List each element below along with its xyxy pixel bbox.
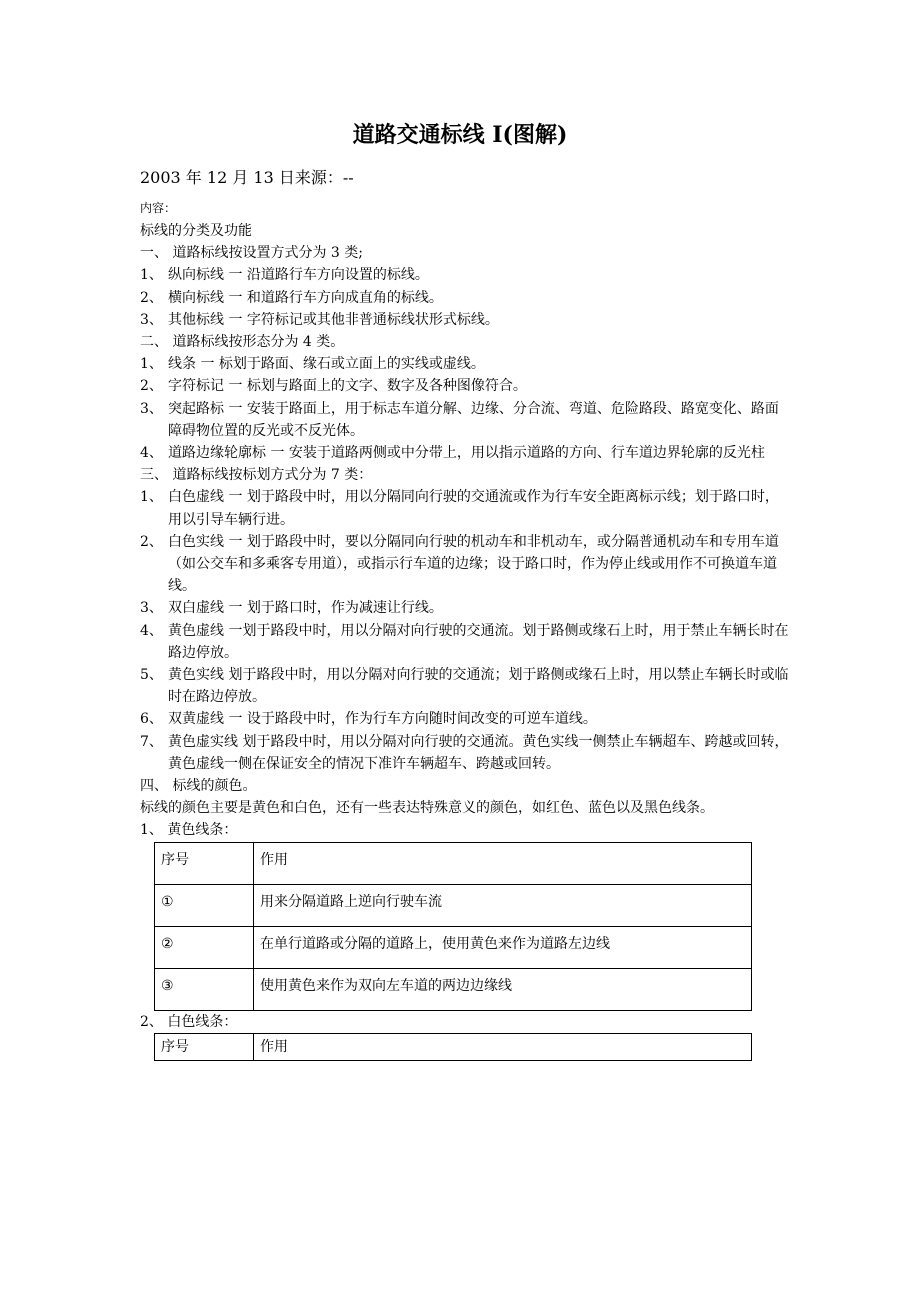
header-cell-number: 序号 [155,842,254,884]
table-row [155,968,752,1010]
item-text: 横向标线 一 和道路行车方向成直角的标线。 [168,289,443,306]
header-cell-function: 作用 [254,1033,752,1060]
list-item [140,375,790,397]
item-text: 其他标线 一 字符标记或其他非普通标线状形式标线。 [168,311,499,328]
cell-number: ① [155,884,254,926]
item-number: 1、 [140,489,163,506]
section-2-title: 二、 道路标线按形态分为 4 类。 [140,334,345,351]
list-item [140,731,790,775]
table-header-row [155,842,752,884]
item-text: 黄色虚线 一划于路段中时，用以分隔对向行驶的交通流。划于路侧或缘石上时，用于禁止车辆长时在路边停放。 [168,622,789,661]
cell-function: 使用黄色来作为双向左车道的两边边缘线 [254,968,752,1010]
item-text: 黄色虚实线 划于路段中时，用以分隔对向行驶的交通流。黄色实线一侧禁止车辆超车、跨越或回转，黄色虚线一侧在保证安全的情况下准许车辆超车、跨越或回转。 [168,733,789,772]
header-cell-function: 作用 [254,842,752,884]
list-item [140,264,790,286]
section-1-title: 一、 道路标线按设置方式分为 3 类; [140,245,363,262]
table-header-row [155,1033,752,1060]
item-text: 双黄虚线 一 设于路段中时，作为行车方向随时间改变的可逆车道线。 [168,711,597,728]
content-label: 内容： [140,201,177,215]
item-number: 4、 [140,445,163,462]
table-row [155,884,752,926]
item-number: 1、 [140,267,163,284]
item-number: 3、 [140,400,163,417]
item-text: 双白虚线 一 划于路口时，作为减速让行线。 [168,600,443,617]
item-number: 2、 [140,289,163,306]
section-4-title: 四、 标线的颜色。 [140,778,257,795]
list-item [140,287,790,309]
table-row [155,926,752,968]
list-item [140,708,790,730]
cell-number: ② [155,926,254,968]
white-lines-table [154,1033,752,1061]
item-number: 1、 [140,356,163,373]
item-text: 字符标记 一 标划与路面上的文字、数字及各种图像符合。 [168,378,527,395]
list-item [140,597,790,619]
section-3-title: 三、 道路标线按标划方式分为 7 类： [140,467,373,484]
item-number: 4、 [140,622,163,639]
yellow-lines-caption: 1、 黄色线条： [140,822,238,839]
item-number: 2、 [140,378,163,395]
list-item [140,664,790,708]
item-number: 5、 [140,667,163,684]
page-title: 道路交通标线 I(图解) [352,122,568,148]
section-4-description: 标线的颜色主要是黄色和白色，还有一些表达特殊意义的颜色，如红色、蓝色以及黑色线条。 [140,800,714,817]
item-number: 6、 [140,711,163,728]
list-item [140,398,790,442]
list-item [140,486,790,530]
header-cell-number: 序号 [155,1033,254,1060]
white-lines-caption: 2、 白色线条： [140,1013,238,1030]
item-text: 道路边缘轮廓标 一 安装于道路两侧或中分带上，用以指示道路的方向、行车道边界轮廓的反光柱 [168,445,765,462]
cell-function: 在单行道路或分隔的道路上，使用黄色来作为道路左边线 [254,926,752,968]
item-text: 白色实线 一 划于路段中时，要以分隔同向行驶的机动车和非机动车，或分隔普通机动车和专用车道（如公交车和多乘客专用道），或指示行车道的边缘；设于路口时，作为停止线或用作不可换道车道线。 [168,533,779,595]
date-source-line: 2003 年 12 月 13 日来源：-- [140,168,354,187]
cell-function: 用来分隔道路上逆向行驶车流 [254,884,752,926]
item-text: 白色虚线 一 划于路段中时，用以分隔同向行驶的交通流或作为行车安全距离标示线；划于路口时，用以引导车辆行进。 [168,489,779,528]
item-number: 3、 [140,600,163,617]
item-text: 突起路标 一 安装于路面上，用于标志车道分解、边缘、分合流、弯道、危险路段、路宽变化、路面障碍物位置的反光或不反光体。 [168,400,779,439]
item-text: 黄色实线 划于路段中时，用以分隔对向行驶的交通流；划于路侧或缘石上时，用以禁止车辆长时或临时在路边停放。 [168,667,789,706]
section-heading: 标线的分类及功能 [140,223,252,239]
list-item [140,353,790,375]
item-text: 线条 一 标划于路面、缘石或立面上的实线或虚线。 [168,356,485,373]
item-text: 纵向标线 一 沿道路行车方向设置的标线。 [168,267,429,284]
list-item [140,620,790,664]
item-number: 7、 [140,733,163,750]
document-body [140,220,790,1061]
list-item [140,531,790,598]
item-number: 3、 [140,311,163,328]
item-number: 2、 [140,533,163,550]
list-item [140,442,790,464]
list-item [140,309,790,331]
cell-number: ③ [155,968,254,1010]
yellow-lines-table [154,842,752,1011]
